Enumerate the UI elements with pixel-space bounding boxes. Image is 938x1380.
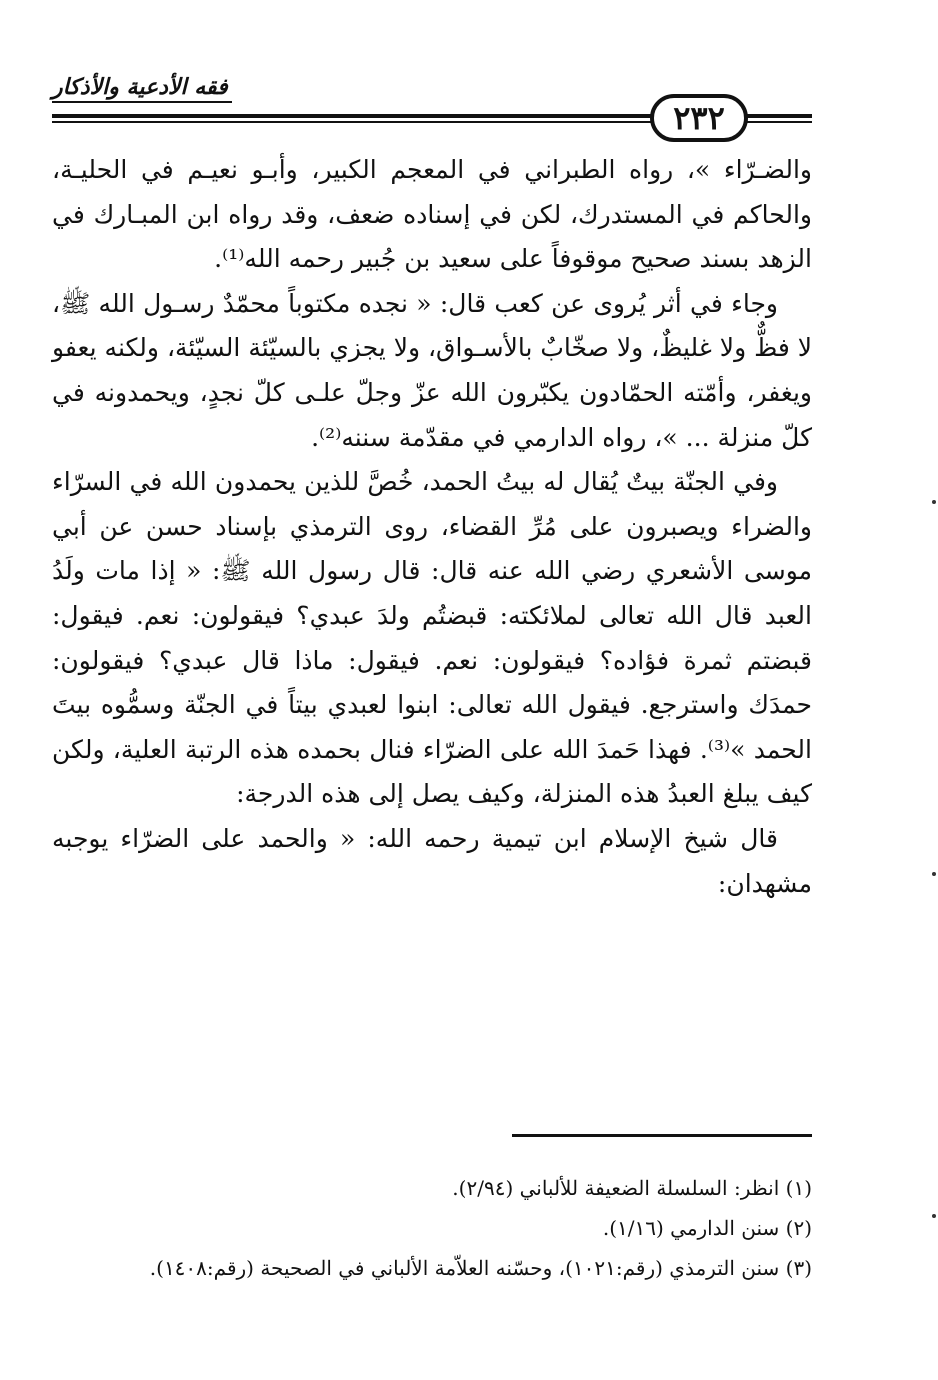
header-title-underline (52, 101, 232, 103)
page-number: ٢٣٢ (673, 99, 725, 137)
margin-mark (932, 500, 936, 504)
paragraph-bayt-al-hamd: وفي الجنّة بيتٌ يُقال له بيتُ الحمد، خُصَّ للذين يحمدون الله في السرّاء والضراء ويصبرون على مُرِّ القضاء، روى الترمذي بإسناد حسن عن أبي موسى الأشعري رضي الله عنه قال: قال رسول الله ﷺ: « إذا مات ولَدُ العبد قال الله تعالى لملائكته: قبضتُم ولدَ عبدي؟ فيقولون: نعم. فيقول: قبضتم ثمرة فؤاده؟ فيقولون: نعم. فيقول: ماذا قال عبدي؟ فيقولون: حمدَك واسترجع. فيقول الله تعالى: ابنوا لعبدي بيتاً في الجنّة وسمُّوه بيتَ الحمد »⁽³⁾. فهذا حَمدَ الله على الضرّاء فنال بحمده هذه الرتبة العلية، ولكن كيف يبلغ العبدُ هذه المنزلة، وكيف يصل إلى هذه الدرجة: (52, 467, 812, 809)
footnote-separator (512, 1134, 812, 1137)
paragraph-kaab: وجاء في أثر يُروى عن كعب قال: « نجده مكتوباً محمّدٌ رسـول الله ﷺ، لا فظٌّ ولا غليظٌ، ولا صخّابٌ بالأسـواق، ولا يجزي بالسيّئة السيّئة، ولكنه يعفو ويغفر، وأمّته الحمّادون يكبّرون الله عزّ وجلّ علـى كلّ نجدٍ، ويحمدونه في كلّ منزلة ... »، رواه الدارمي في مقدّمة سننه⁽²⁾. (52, 288, 812, 452)
footnotes (52, 1168, 812, 1288)
footnote-3: (٣) سنن الترمذي (رقم:١٠٢١)، وحسّنه العلاّمة الألباني في الصحيحة (رقم:١٤٠٨). (149, 1256, 812, 1280)
running-header-title: فقه الأدعية والأذكار (52, 74, 228, 100)
paragraph-ibn-taymiyyah: قال شيخ الإسلام ابن تيمية رحمه الله: « والحمد على الضرّاء يوجبه مشهدان: (52, 823, 812, 898)
margin-mark (932, 1214, 936, 1218)
footnote-1: (١) انظر: السلسلة الضعيفة للألباني (٢/٩٤). (452, 1176, 812, 1200)
paragraph-continuation: والضـرّاء »، رواه الطبراني في المعجم الكبير، وأبـو نعيـم في الحليـة، والحاكم في المستدرك، لكن في إسناده ضعف، وقد رواه ابن المبـارك في الزهد بسند صحيح موقوفاً على سعيد بن جُبير رحمه الله⁽¹⁾. (52, 155, 812, 274)
body-text (52, 148, 812, 906)
page-number-badge (650, 94, 748, 142)
margin-mark (932, 872, 936, 876)
footnote-2: (٢) سنن الدارمي (١/١٦). (602, 1216, 812, 1240)
